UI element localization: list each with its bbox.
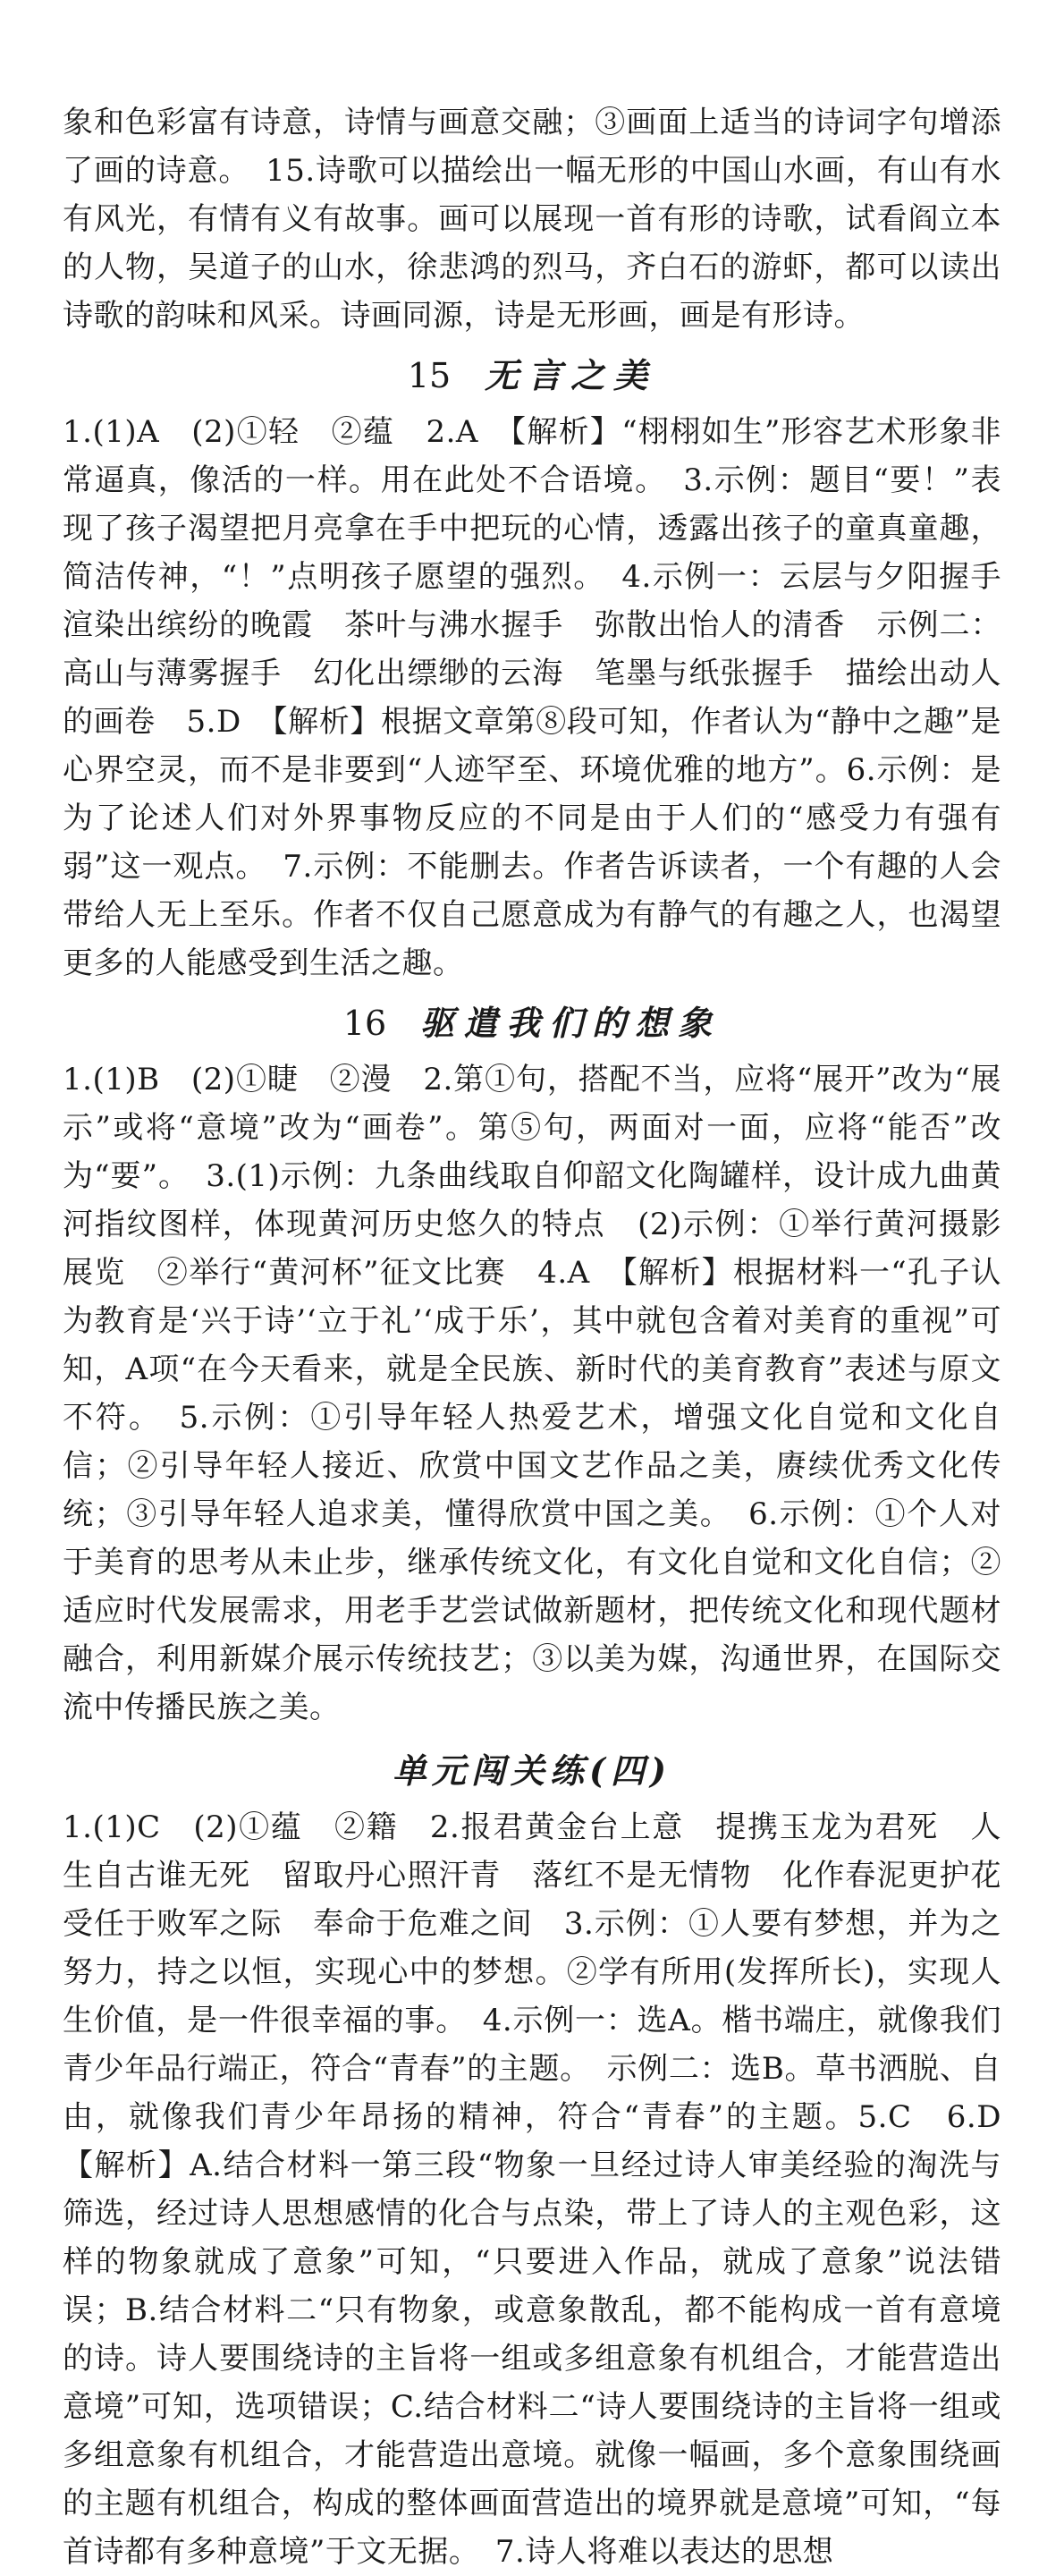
section-15-heading bbox=[63, 349, 1001, 402]
section-15-number: 15 bbox=[407, 356, 452, 395]
section-15-title: 无言之美 bbox=[485, 355, 657, 395]
intro-paragraph: 象和色彩富有诗意，诗情与画意交融；③画面上适当的诗词字句增添了画的诗意。 15.诗歌可以描绘出一幅无形的中国山水画，有山有水有风光，有情有义有故事。画可以展现一首有形的诗歌，试看阎立本的人物，吴道子的山水，徐悲鸿的烈马，齐白石的游虾，都可以读出诗歌的韵味和风采。诗画同源，诗是无形画，画是有形诗。 bbox=[63, 105, 1001, 334]
section-16-answers: 1.(1)B (2)①睫 ②漫 2.第①句，搭配不当，应将“展开”改为“展示”或将“意境”改为“画卷”。第⑤句，两面对一面，应将“能否”改为“要”。 3.(1)示例：九条曲线取自仰韶文化陶罐样，设计成九曲黄河指纹图样，体现黄河历史悠久的特点 (2)示例：①举行黄河摄影展览 ②举行“黄河杯”征文比赛 4.A 【解析】根据材料一“孔子认为教育是‘兴于诗’‘立于礼’‘成于乐’，其中就包含着对美育的重视”可知，A项“在今天看来，就是全民族、新时代的美育教育”表述与原文不符。 5.示例：①引导年轻人热爱艺术，增强文化自觉和文化自信；②引导年轻人接近、欣赏中国文艺作品之美，赓续优秀文化传统；③引导年轻人追求美，懂得欣赏中国之美。 6.示例：①个人对于美育的思考从未止步，继承传统文化，有文化自觉和文化自信；②适应时代发展需求，用老手艺尝试做新题材，把传统文化和现代题材融合，利用新媒介展示传统技艺；③以美为媒，沟通世界，在国际交流中传播民族之美。 bbox=[63, 1062, 1001, 1725]
section-15-answers: 1.(1)A (2)①轻 ②蕴 2.A 【解析】“栩栩如生”形容艺术形象非常逼真，像活的一样。用在此处不合语境。 3.示例：题目“要！”表现了孩子渴望把月亮拿在手中把玩的心情，透露出孩子的童真童趣，简洁传神，“！”点明孩子愿望的强烈。 4.示例一：云层与夕阳握手 渲染出缤纷的晚霞 茶叶与沸水握手 弥散出怡人的清香 示例二：高山与薄雾握手 幻化出缥缈的云海 笔墨与纸张握手 描绘出动人的画卷 5.D 【解析】根据文章第⑧段可知，作者认为“静中之趣”是心界空灵，而不是非要到“人迹罕至、环境优雅的地方”。6.示例：是为了论述人们对外界事物反应的不同是由于人们的“感受力有强有弱”这一观点。 7.示例：不能删去。作者告诉读者，一个有趣的人会带给人无上至乐。作者不仅自己愿意成为有静气的有趣之人，也渴望更多的人能感受到生活之趣。 bbox=[63, 414, 1033, 981]
unit-4-answers: 1.(1)C (2)①蕴 ②籍 2.报君黄金台上意 提携玉龙为君死 人生自古谁无死 留取丹心照汗青 落红不是无情物 化作春泥更护花 受任于败军之际 奉命于危难之间 3.示例：①人要有梦想，并为之努力，持之以恒，实现心中的梦想。②学有所用(发挥所长)，实现人生价值，是一件很幸福的事。 4.示例一：选A。楷书端庄，就像我们青少年品行端正，符合“青春”的主题。 示例二：选B。草书洒脱、自由，就像我们青少年昂扬的精神，符合“青春”的主题。5.C 6.D 【解析】A.结合材料一第三段“物象一旦经过诗人审美经验的淘洗与筛选，经过诗人思想感情的化合与点染，带上了诗人的主观色彩，这样的物象就成了意象”可知，“只要进入作品，就成了意象”说法错误；B.结合材料二“只有物象，或意象散乱，都不能构成一首有意境的诗。诗人要围绕诗的主旨将一组或多组意象有机组合，才能营造出意境”可知，选项错误；C.结合材料二“诗人要围绕诗的主旨将一组或多组意象有机组合，才能营造出意境。就像一幅画，多个意象围绕画的主题有机组合，构成的整体画面营造出的境界就是意境”可知，“每首诗都有多种意境”于文无据。 7.诗人将难以表达的思想 bbox=[63, 1809, 1033, 2570]
unit-4-heading: 单元闯关练(四) bbox=[393, 1750, 671, 1791]
section-16-heading bbox=[63, 996, 1001, 1050]
section-16-title: 驱遣我们的想象 bbox=[420, 1003, 722, 1043]
answer-page bbox=[63, 98, 1033, 2576]
section-16-number: 16 bbox=[342, 1004, 387, 1043]
